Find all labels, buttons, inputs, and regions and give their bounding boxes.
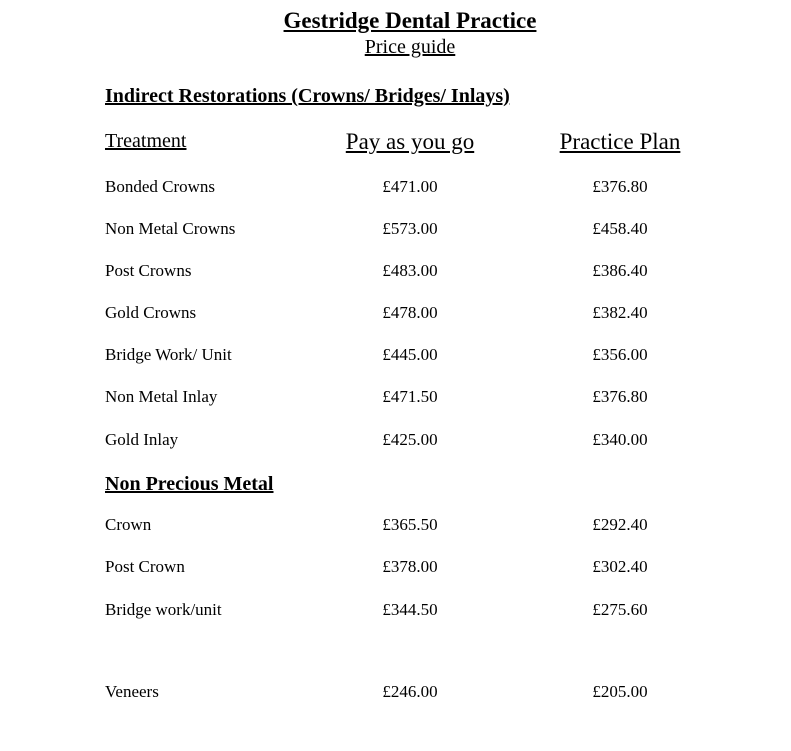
table-row [0,386,791,408]
column-header-pay-as-you-go: Pay as you go [345,129,475,154]
practice-plan-price: £205.00 [592,682,648,701]
treatment-name: Post Crowns [105,261,192,280]
treatment-name: Veneers [105,682,159,701]
practice-plan-price: £376.80 [592,387,648,406]
treatment-name: Crown [105,515,152,534]
table-row [0,429,791,451]
pay-as-you-go-price: £378.00 [382,557,438,576]
practice-plan-price: £386.40 [592,261,648,280]
pay-as-you-go-price: £471.50 [382,387,438,406]
section-heading-non-precious-metal: Non Precious Metal [105,473,274,495]
page-title: Gestridge Dental Practice [283,8,537,33]
practice-plan-price: £356.00 [592,345,648,364]
treatment-name: Non Metal Crowns [105,219,236,238]
treatment-name: Post Crown [105,557,185,576]
table-row [0,218,791,240]
table-row [0,260,791,282]
treatment-name: Bonded Crowns [105,177,216,196]
table-row [0,176,791,198]
table-row [0,514,791,536]
practice-plan-price: £292.40 [592,515,648,534]
pay-as-you-go-price: £425.00 [382,430,438,449]
pay-as-you-go-price: £344.50 [382,600,438,619]
pay-as-you-go-price: £471.00 [382,177,438,196]
pay-as-you-go-price: £483.00 [382,261,438,280]
column-header-treatment: Treatment [105,130,187,152]
pay-as-you-go-price: £445.00 [382,345,438,364]
treatment-name: Bridge Work/ Unit [105,345,232,364]
table-row [0,344,791,366]
pay-as-you-go-price: £573.00 [382,219,438,238]
page-subtitle: Price guide [364,36,456,58]
pay-as-you-go-price: £365.50 [382,515,438,534]
practice-plan-price: £382.40 [592,303,648,322]
table-row [0,556,791,578]
treatment-name: Gold Crowns [105,303,197,322]
treatment-name: Non Metal Inlay [105,387,218,406]
section-heading-indirect-restorations: Indirect Restorations (Crowns/ Bridges/ Inlays) [105,85,510,107]
practice-plan-price: £340.00 [592,430,648,449]
table-row [0,681,791,703]
pay-as-you-go-price: £478.00 [382,303,438,322]
treatment-name: Bridge work/unit [105,600,222,619]
table-row [0,302,791,324]
practice-plan-price: £275.60 [592,600,648,619]
practice-plan-price: £302.40 [592,557,648,576]
table-row [0,599,791,621]
treatment-name: Gold Inlay [105,430,179,449]
practice-plan-price: £458.40 [592,219,648,238]
practice-plan-price: £376.80 [592,177,648,196]
pay-as-you-go-price: £246.00 [382,682,438,701]
column-header-practice-plan: Practice Plan [559,129,681,154]
